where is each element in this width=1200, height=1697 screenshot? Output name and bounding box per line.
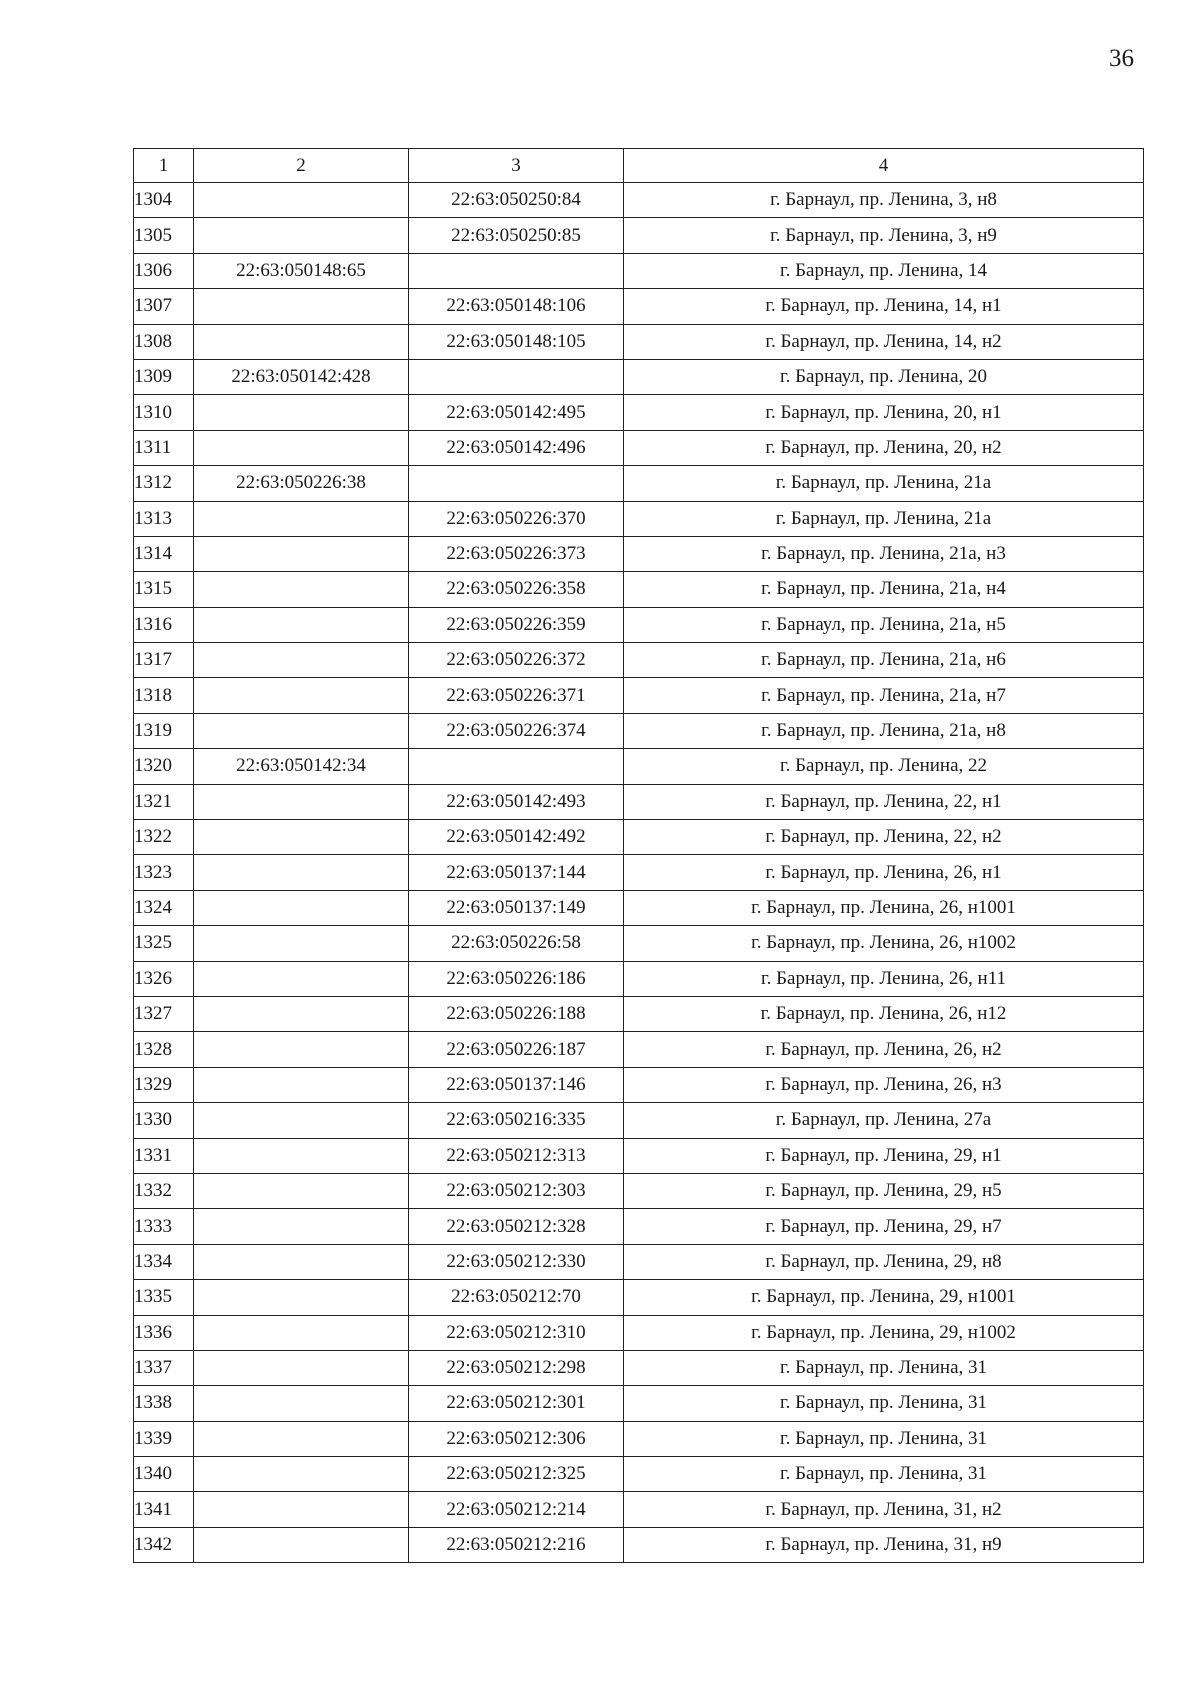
- address-cell: г. Барнаул, пр. Ленина, 31, н2: [624, 1492, 1144, 1527]
- object-cadastral-number-cell: 22:63:050212:306: [409, 1421, 624, 1456]
- address-cell: г. Барнаул, пр. Ленина, 20, н2: [624, 430, 1144, 465]
- table-row: [134, 253, 1144, 288]
- row-number-cell: 1304: [134, 183, 194, 218]
- object-cadastral-number-cell: 22:63:050226:188: [409, 996, 624, 1031]
- row-number-cell: 1325: [134, 926, 194, 961]
- address-cell: г. Барнаул, пр. Ленина, 29, н8: [624, 1244, 1144, 1279]
- table-row: [134, 359, 1144, 394]
- object-cadastral-number-cell: [409, 359, 624, 394]
- object-cadastral-number-cell: 22:63:050212:298: [409, 1350, 624, 1385]
- row-number-cell: 1317: [134, 643, 194, 678]
- table-row: [134, 1209, 1144, 1244]
- address-cell: г. Барнаул, пр. Ленина, 29, н7: [624, 1209, 1144, 1244]
- object-cadastral-number-cell: 22:63:050226:187: [409, 1032, 624, 1067]
- object-cadastral-number-cell: 22:63:050226:58: [409, 926, 624, 961]
- table-row: [134, 395, 1144, 430]
- object-cadastral-number-cell: 22:63:050212:313: [409, 1138, 624, 1173]
- address-cell: г. Барнаул, пр. Ленина, 21а, н5: [624, 607, 1144, 642]
- table-row: [134, 1173, 1144, 1208]
- table-row: [134, 289, 1144, 324]
- row-number-cell: 1305: [134, 218, 194, 253]
- row-number-cell: 1308: [134, 324, 194, 359]
- parcel-cadastral-number-cell: [194, 1492, 409, 1527]
- column-header-address: 4: [624, 149, 1144, 183]
- parcel-cadastral-number-cell: [194, 961, 409, 996]
- table-row: [134, 1138, 1144, 1173]
- object-cadastral-number-cell: 22:63:050212:301: [409, 1386, 624, 1421]
- object-cadastral-number-cell: [409, 466, 624, 501]
- object-cadastral-number-cell: 22:63:050212:328: [409, 1209, 624, 1244]
- table-row: [134, 536, 1144, 571]
- parcel-cadastral-number-cell: 22:63:050226:38: [194, 466, 409, 501]
- parcel-cadastral-number-cell: [194, 1244, 409, 1279]
- parcel-cadastral-number-cell: [194, 784, 409, 819]
- address-cell: г. Барнаул, пр. Ленина, 21а: [624, 501, 1144, 536]
- object-cadastral-number-cell: 22:63:050142:493: [409, 784, 624, 819]
- parcel-cadastral-number-cell: [194, 678, 409, 713]
- parcel-cadastral-number-cell: [194, 1067, 409, 1102]
- address-cell: г. Барнаул, пр. Ленина, 22: [624, 749, 1144, 784]
- row-number-cell: 1328: [134, 1032, 194, 1067]
- address-cell: г. Барнаул, пр. Ленина, 29, н1002: [624, 1315, 1144, 1350]
- parcel-cadastral-number-cell: 22:63:050142:34: [194, 749, 409, 784]
- address-cell: г. Барнаул, пр. Ленина, 31: [624, 1457, 1144, 1492]
- object-cadastral-number-cell: 22:63:050226:372: [409, 643, 624, 678]
- parcel-cadastral-number-cell: [194, 1315, 409, 1350]
- object-cadastral-number-cell: 22:63:050212:214: [409, 1492, 624, 1527]
- address-cell: г. Барнаул, пр. Ленина, 3, н9: [624, 218, 1144, 253]
- table-row: [134, 1315, 1144, 1350]
- parcel-cadastral-number-cell: [194, 996, 409, 1031]
- table-row: [134, 890, 1144, 925]
- parcel-cadastral-number-cell: [194, 926, 409, 961]
- row-number-cell: 1338: [134, 1386, 194, 1421]
- object-cadastral-number-cell: 22:63:050212:70: [409, 1280, 624, 1315]
- parcel-cadastral-number-cell: [194, 501, 409, 536]
- object-cadastral-number-cell: 22:63:050250:85: [409, 218, 624, 253]
- table-body: [134, 183, 1144, 1563]
- table-row: [134, 1350, 1144, 1385]
- parcel-cadastral-number-cell: [194, 324, 409, 359]
- table-row: [134, 183, 1144, 218]
- object-cadastral-number-cell: 22:63:050212:216: [409, 1527, 624, 1562]
- address-cell: г. Барнаул, пр. Ленина, 22, н1: [624, 784, 1144, 819]
- parcel-cadastral-number-cell: [194, 713, 409, 748]
- object-cadastral-number-cell: 22:63:050216:335: [409, 1103, 624, 1138]
- address-cell: г. Барнаул, пр. Ленина, 20: [624, 359, 1144, 394]
- parcel-cadastral-number-cell: [194, 1350, 409, 1385]
- table-row: [134, 820, 1144, 855]
- object-cadastral-number-cell: 22:63:050226:374: [409, 713, 624, 748]
- object-cadastral-number-cell: 22:63:050148:106: [409, 289, 624, 324]
- row-number-cell: 1311: [134, 430, 194, 465]
- parcel-cadastral-number-cell: [194, 643, 409, 678]
- address-cell: г. Барнаул, пр. Ленина, 3, н8: [624, 183, 1144, 218]
- address-cell: г. Барнаул, пр. Ленина, 26, н1002: [624, 926, 1144, 961]
- address-cell: г. Барнаул, пр. Ленина, 20, н1: [624, 395, 1144, 430]
- row-number-cell: 1306: [134, 253, 194, 288]
- row-number-cell: 1314: [134, 536, 194, 571]
- parcel-cadastral-number-cell: [194, 1421, 409, 1456]
- row-number-cell: 1326: [134, 961, 194, 996]
- row-number-cell: 1307: [134, 289, 194, 324]
- table-row: [134, 855, 1144, 890]
- row-number-cell: 1327: [134, 996, 194, 1031]
- row-number-cell: 1313: [134, 501, 194, 536]
- parcel-cadastral-number-cell: [194, 395, 409, 430]
- table-row: [134, 996, 1144, 1031]
- object-cadastral-number-cell: 22:63:050137:144: [409, 855, 624, 890]
- row-number-cell: 1312: [134, 466, 194, 501]
- address-cell: г. Барнаул, пр. Ленина, 21а, н7: [624, 678, 1144, 713]
- row-number-cell: 1316: [134, 607, 194, 642]
- parcel-cadastral-number-cell: [194, 1032, 409, 1067]
- column-header-object: 3: [409, 149, 624, 183]
- row-number-cell: 1323: [134, 855, 194, 890]
- row-number-cell: 1322: [134, 820, 194, 855]
- address-cell: г. Барнаул, пр. Ленина, 14, н2: [624, 324, 1144, 359]
- row-number-cell: 1315: [134, 572, 194, 607]
- object-cadastral-number-cell: 22:63:050226:373: [409, 536, 624, 571]
- table-row: [134, 1457, 1144, 1492]
- row-number-cell: 1335: [134, 1280, 194, 1315]
- address-cell: г. Барнаул, пр. Ленина, 26, н1: [624, 855, 1144, 890]
- parcel-cadastral-number-cell: [194, 218, 409, 253]
- object-cadastral-number-cell: 22:63:050226:359: [409, 607, 624, 642]
- parcel-cadastral-number-cell: [194, 890, 409, 925]
- table-header-row: [134, 149, 1144, 183]
- object-cadastral-number-cell: 22:63:050226:370: [409, 501, 624, 536]
- table-row: [134, 607, 1144, 642]
- address-cell: г. Барнаул, пр. Ленина, 31, н9: [624, 1527, 1144, 1562]
- column-header-parcel: 2: [194, 149, 409, 183]
- row-number-cell: 1337: [134, 1350, 194, 1385]
- page-number: 36: [1109, 45, 1134, 72]
- table-row: [134, 643, 1144, 678]
- address-cell: г. Барнаул, пр. Ленина, 14, н1: [624, 289, 1144, 324]
- address-cell: г. Барнаул, пр. Ленина, 21а, н4: [624, 572, 1144, 607]
- row-number-cell: 1341: [134, 1492, 194, 1527]
- row-number-cell: 1342: [134, 1527, 194, 1562]
- address-cell: г. Барнаул, пр. Ленина, 21а, н8: [624, 713, 1144, 748]
- object-cadastral-number-cell: 22:63:050137:149: [409, 890, 624, 925]
- object-cadastral-number-cell: 22:63:050212:330: [409, 1244, 624, 1279]
- address-cell: г. Барнаул, пр. Ленина, 31: [624, 1386, 1144, 1421]
- parcel-cadastral-number-cell: [194, 289, 409, 324]
- row-number-cell: 1310: [134, 395, 194, 430]
- row-number-cell: 1321: [134, 784, 194, 819]
- table-row: [134, 961, 1144, 996]
- table-row: [134, 784, 1144, 819]
- parcel-cadastral-number-cell: 22:63:050142:428: [194, 359, 409, 394]
- registry-table: [133, 148, 1144, 1563]
- table-row: [134, 1386, 1144, 1421]
- parcel-cadastral-number-cell: [194, 1173, 409, 1208]
- table-row: [134, 926, 1144, 961]
- table-row: [134, 572, 1144, 607]
- row-number-cell: 1340: [134, 1457, 194, 1492]
- table-row: [134, 1280, 1144, 1315]
- row-number-cell: 1329: [134, 1067, 194, 1102]
- object-cadastral-number-cell: [409, 253, 624, 288]
- row-number-cell: 1332: [134, 1173, 194, 1208]
- object-cadastral-number-cell: 22:63:050212:325: [409, 1457, 624, 1492]
- object-cadastral-number-cell: 22:63:050137:146: [409, 1067, 624, 1102]
- address-cell: г. Барнаул, пр. Ленина, 26, н2: [624, 1032, 1144, 1067]
- address-cell: г. Барнаул, пр. Ленина, 27а: [624, 1103, 1144, 1138]
- table-row: [134, 678, 1144, 713]
- table-row: [134, 324, 1144, 359]
- parcel-cadastral-number-cell: [194, 855, 409, 890]
- address-cell: г. Барнаул, пр. Ленина, 22, н2: [624, 820, 1144, 855]
- row-number-cell: 1333: [134, 1209, 194, 1244]
- row-number-cell: 1324: [134, 890, 194, 925]
- object-cadastral-number-cell: 22:63:050226:186: [409, 961, 624, 996]
- parcel-cadastral-number-cell: [194, 1103, 409, 1138]
- object-cadastral-number-cell: 22:63:050250:84: [409, 183, 624, 218]
- table-row: [134, 1103, 1144, 1138]
- parcel-cadastral-number-cell: [194, 183, 409, 218]
- table-row: [134, 713, 1144, 748]
- parcel-cadastral-number-cell: [194, 1457, 409, 1492]
- table-row: [134, 1244, 1144, 1279]
- address-cell: г. Барнаул, пр. Ленина, 26, н11: [624, 961, 1144, 996]
- table-row: [134, 430, 1144, 465]
- table-row: [134, 1492, 1144, 1527]
- parcel-cadastral-number-cell: [194, 572, 409, 607]
- row-number-cell: 1339: [134, 1421, 194, 1456]
- parcel-cadastral-number-cell: [194, 430, 409, 465]
- address-cell: г. Барнаул, пр. Ленина, 31: [624, 1350, 1144, 1385]
- row-number-cell: 1334: [134, 1244, 194, 1279]
- object-cadastral-number-cell: 22:63:050148:105: [409, 324, 624, 359]
- table-row: [134, 1067, 1144, 1102]
- object-cadastral-number-cell: 22:63:050142:496: [409, 430, 624, 465]
- parcel-cadastral-number-cell: 22:63:050148:65: [194, 253, 409, 288]
- table-row: [134, 501, 1144, 536]
- table-row: [134, 749, 1144, 784]
- object-cadastral-number-cell: 22:63:050226:358: [409, 572, 624, 607]
- address-cell: г. Барнаул, пр. Ленина, 21а, н6: [624, 643, 1144, 678]
- address-cell: г. Барнаул, пр. Ленина, 26, н3: [624, 1067, 1144, 1102]
- address-cell: г. Барнаул, пр. Ленина, 29, н1: [624, 1138, 1144, 1173]
- parcel-cadastral-number-cell: [194, 1209, 409, 1244]
- row-number-cell: 1320: [134, 749, 194, 784]
- row-number-cell: 1319: [134, 713, 194, 748]
- table-row: [134, 218, 1144, 253]
- row-number-cell: 1331: [134, 1138, 194, 1173]
- row-number-cell: 1309: [134, 359, 194, 394]
- address-cell: г. Барнаул, пр. Ленина, 21а, н3: [624, 536, 1144, 571]
- column-header-number: 1: [134, 149, 194, 183]
- object-cadastral-number-cell: 22:63:050212:303: [409, 1173, 624, 1208]
- parcel-cadastral-number-cell: [194, 820, 409, 855]
- address-cell: г. Барнаул, пр. Ленина, 21а: [624, 466, 1144, 501]
- address-cell: г. Барнаул, пр. Ленина, 31: [624, 1421, 1144, 1456]
- address-cell: г. Барнаул, пр. Ленина, 26, н1001: [624, 890, 1144, 925]
- table-row: [134, 1527, 1144, 1562]
- address-cell: г. Барнаул, пр. Ленина, 14: [624, 253, 1144, 288]
- table-row: [134, 1421, 1144, 1456]
- object-cadastral-number-cell: 22:63:050142:492: [409, 820, 624, 855]
- address-cell: г. Барнаул, пр. Ленина, 29, н5: [624, 1173, 1144, 1208]
- parcel-cadastral-number-cell: [194, 1386, 409, 1421]
- object-cadastral-number-cell: 22:63:050226:371: [409, 678, 624, 713]
- row-number-cell: 1330: [134, 1103, 194, 1138]
- address-cell: г. Барнаул, пр. Ленина, 26, н12: [624, 996, 1144, 1031]
- parcel-cadastral-number-cell: [194, 1280, 409, 1315]
- row-number-cell: 1318: [134, 678, 194, 713]
- parcel-cadastral-number-cell: [194, 607, 409, 642]
- row-number-cell: 1336: [134, 1315, 194, 1350]
- parcel-cadastral-number-cell: [194, 1527, 409, 1562]
- object-cadastral-number-cell: [409, 749, 624, 784]
- object-cadastral-number-cell: 22:63:050142:495: [409, 395, 624, 430]
- address-cell: г. Барнаул, пр. Ленина, 29, н1001: [624, 1280, 1144, 1315]
- table-row: [134, 1032, 1144, 1067]
- object-cadastral-number-cell: 22:63:050212:310: [409, 1315, 624, 1350]
- parcel-cadastral-number-cell: [194, 536, 409, 571]
- table-row: [134, 466, 1144, 501]
- parcel-cadastral-number-cell: [194, 1138, 409, 1173]
